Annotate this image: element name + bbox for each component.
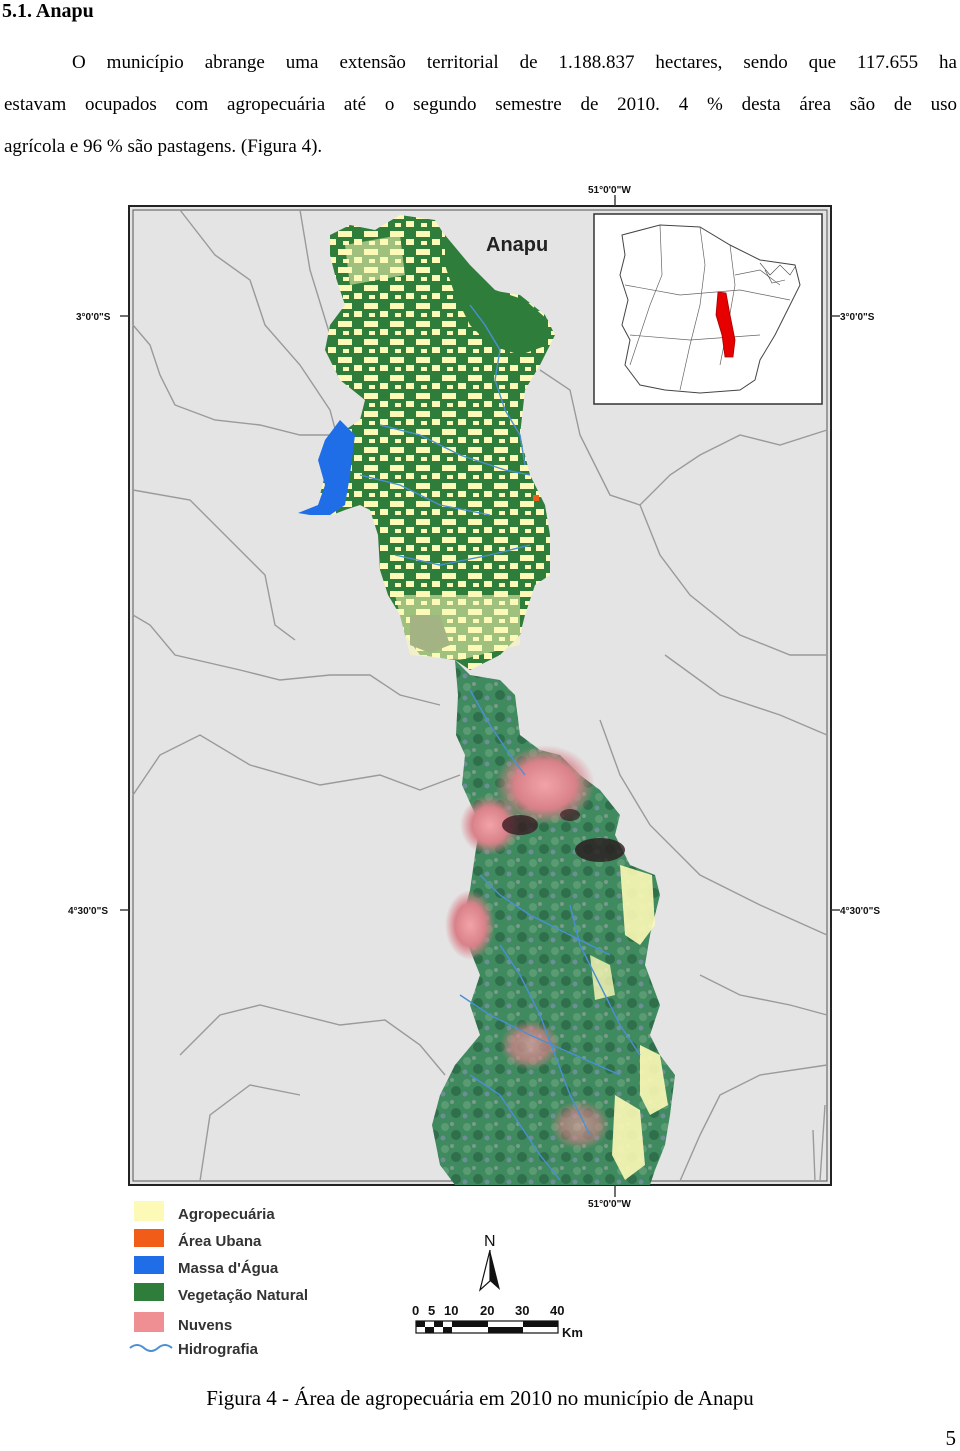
scale-tick-30: 30 <box>515 1303 530 1318</box>
scale-tick-5: 5 <box>428 1303 436 1318</box>
figure-caption: Figura 4 - Área de agropecuária em 2010 no município de Anapu <box>206 1386 754 1410</box>
legend-swatch-area-ubana <box>134 1229 164 1247</box>
map-title: Anapu <box>486 234 549 256</box>
legend <box>130 1201 308 1358</box>
legend-label-agropecuaria: Agropecuária <box>178 1206 275 1223</box>
scale-bar <box>412 1303 583 1340</box>
legend-swatch-vegetacao <box>134 1283 164 1301</box>
map-figure <box>0 175 960 1370</box>
legend-line-hidrografia <box>130 1345 172 1351</box>
north-label: N <box>484 1233 496 1250</box>
coord-right-lat-1: 3°0'0"S <box>840 312 875 323</box>
legend-label-vegetacao: Vegetação Natural <box>178 1287 309 1304</box>
legend-swatch-massa-dagua <box>134 1256 164 1274</box>
coord-left-lat-2: 4°30'0"S <box>68 906 109 917</box>
coord-right-lat-2: 4°30'0"S <box>840 906 881 917</box>
legend-label-area-ubana: Área Ubana <box>178 1233 262 1250</box>
section-heading: 5.1. Anapu <box>2 0 94 22</box>
coord-left-lat-1: 3°0'0"S <box>76 312 111 323</box>
scale-tick-40: 40 <box>550 1303 565 1318</box>
page-number: 5 <box>945 1426 956 1450</box>
paragraph-line-1: O município abrange uma extensão territorial de 1.188.837 hectares, sendo que 117.655 ha <box>72 52 957 73</box>
scale-tick-20: 20 <box>480 1303 495 1318</box>
body-paragraph <box>4 42 957 168</box>
legend-label-massa-dagua: Massa d'Água <box>178 1260 279 1277</box>
coord-top-lon: 51°0'0"W <box>588 185 631 196</box>
legend-label-hidrografia: Hidrografia <box>178 1341 259 1358</box>
inset-map <box>594 214 822 404</box>
scale-unit: Km <box>562 1325 583 1340</box>
legend-swatch-nuvens <box>134 1312 164 1332</box>
coord-bottom-lon: 51°0'0"W <box>588 1199 631 1210</box>
north-arrow <box>480 1233 500 1290</box>
legend-label-nuvens: Nuvens <box>178 1317 233 1334</box>
paragraph-line-3: agrícola e 96 % são pastagens. (Figura 4). <box>4 136 323 157</box>
scale-tick-0: 0 <box>412 1303 420 1318</box>
scale-tick-10: 10 <box>444 1303 459 1318</box>
paragraph-line-2: estavam ocupados com agropecuária até o segundo semestre de 2010. 4 % desta área são de uso <box>4 94 957 115</box>
legend-swatch-agropecuaria <box>134 1201 164 1221</box>
